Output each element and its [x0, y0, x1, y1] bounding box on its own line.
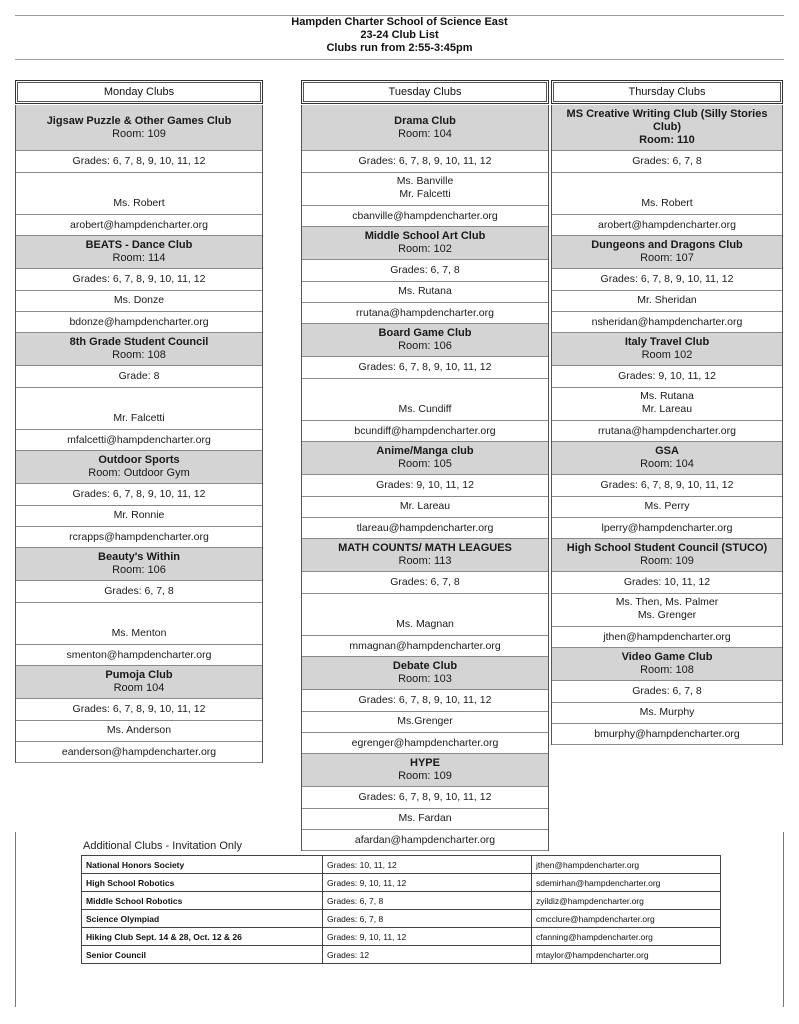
club-grades: Grades: 6, 7, 8 [302, 572, 548, 594]
club-email: afardan@hampdencharter.org [302, 830, 548, 851]
advisor-name: Ms. Robert [113, 197, 165, 209]
advisor-name: Mr. Sheridan [637, 294, 697, 306]
club-name: 8th Grade Student Council [69, 336, 209, 348]
club-grades: Grades: 6, 7, 8 [323, 892, 532, 910]
club-advisors [302, 282, 548, 303]
club-name: High School Robotics [82, 874, 323, 892]
club-grades: Grades: 10, 11, 12 [552, 572, 782, 594]
club-email: cmcclure@hampdencharter.org [532, 910, 721, 928]
table-row [82, 910, 721, 928]
club-room: Room: 102 [398, 243, 452, 255]
club-title-cell [16, 548, 262, 581]
club-name: Jigsaw Puzzle & Other Games Club [46, 114, 232, 127]
club-room: Room: 104 [398, 127, 452, 140]
advisor-name: Mr. Lareau [641, 403, 693, 415]
club-email: rrutana@hampdencharter.org [552, 421, 782, 442]
club-email: arobert@hampdencharter.org [16, 215, 262, 236]
club-grades: Grades: 6, 7, 8 [552, 151, 782, 173]
club-title-cell [302, 324, 548, 357]
club-name: Science Olympiad [82, 910, 323, 928]
club-advisors [16, 603, 262, 645]
club-name: GSA [655, 445, 679, 457]
club-grades: Grades: 6, 7, 8, 9, 10, 11, 12 [16, 151, 262, 173]
club-title-cell [302, 105, 548, 151]
club-grades: Grades: 9, 10, 11, 12 [302, 475, 548, 497]
club-title-cell [16, 105, 262, 151]
club-title-cell [302, 227, 548, 260]
club-title-cell [552, 648, 782, 681]
club-title-cell [552, 105, 782, 151]
club-advisors [16, 173, 262, 215]
club-room: Room: 110 [639, 134, 695, 146]
club-grades: Grades: 6, 7, 8 [552, 681, 782, 703]
club-title-cell [302, 754, 548, 787]
club-room: Room 102 [641, 349, 693, 361]
list-title: 23-24 Club List [360, 29, 439, 41]
advisor-name: Ms.Grenger [397, 715, 453, 727]
club-grades: Grade: 8 [16, 366, 262, 388]
club-title-cell [16, 333, 262, 366]
club-email: mtaylor@hampdencharter.org [532, 946, 721, 964]
club-name: Board Game Club [378, 327, 472, 339]
club-name: Anime/Manga club [376, 445, 474, 457]
club-advisors [16, 721, 262, 742]
advisor-name: Ms. Perry [644, 500, 690, 512]
club-room: Room: 109 [398, 770, 452, 782]
club-name: Middle School Art Club [364, 230, 486, 242]
club-email: bdonze@hampdencharter.org [16, 312, 262, 333]
club-grades: Grades: 6, 7, 8, 9, 10, 11, 12 [552, 269, 782, 291]
club-title-cell [552, 539, 782, 572]
club-grades: Grades: 6, 7, 8 [16, 581, 262, 603]
club-grades: Grades: 6, 7, 8, 9, 10, 11, 12 [16, 699, 262, 721]
club-email: bcundiff@hampdencharter.org [302, 421, 548, 442]
advisor-name: Ms. Magnan [396, 618, 454, 630]
club-name: BEATS - Dance Club [85, 239, 193, 251]
club-room: Room: Outdoor Gym [88, 467, 190, 479]
club-name: MS Creative Writing Club (Silly Stories Club) [566, 108, 768, 133]
club-email: zyildiz@hampdencharter.org [532, 892, 721, 910]
club-grades: Grades: 9, 10, 11, 12 [552, 366, 782, 388]
club-email: lperry@hampdencharter.org [552, 518, 782, 539]
advisor-name: Ms. Robert [641, 197, 693, 209]
club-advisors [16, 388, 262, 430]
club-advisors [302, 712, 548, 733]
club-advisors [552, 388, 782, 421]
club-room: Room: 107 [640, 252, 694, 264]
club-title-cell [552, 442, 782, 475]
club-email: jthen@hampdencharter.org [552, 627, 782, 648]
club-title-cell [302, 539, 548, 572]
club-name: Middle School Robotics [82, 892, 323, 910]
advisor-name: Ms. Anderson [106, 724, 172, 736]
club-grades: Grades: 9, 10, 11, 12 [323, 874, 532, 892]
club-room: Room: 103 [398, 673, 452, 685]
club-advisors [552, 497, 782, 518]
club-grades: Grades: 6, 7, 8, 9, 10, 11, 12 [552, 475, 782, 497]
column-body [551, 105, 783, 745]
advisor-name: Ms. Rutana [640, 390, 694, 402]
club-advisors [302, 173, 548, 206]
additional-clubs-section [15, 832, 784, 1007]
advisor-name: Ms. Fardan [398, 812, 452, 824]
club-email: cfanning@hampdencharter.org [532, 928, 721, 946]
table-row [82, 856, 721, 874]
club-name: Outdoor Sports [98, 454, 180, 466]
club-name: Video Game Club [621, 651, 713, 663]
advisor-name: Ms. Menton [111, 627, 167, 639]
club-advisors [552, 291, 782, 312]
club-room: Room: 113 [398, 555, 452, 567]
table-row [82, 946, 721, 964]
advisor-name: Mr. Lareau [399, 500, 451, 512]
club-email: eanderson@hampdencharter.org [16, 742, 262, 763]
table-row [82, 928, 721, 946]
club-grades: Grades: 12 [323, 946, 532, 964]
club-advisors [302, 594, 548, 636]
school-name: Hampden Charter School of Science East [291, 16, 508, 28]
club-name: Pumoja Club [105, 669, 173, 681]
advisor-name: Ms. Grenger [637, 609, 697, 621]
club-name: HYPE [410, 757, 440, 769]
club-title-cell [16, 236, 262, 269]
column-header: Tuesday Clubs [301, 80, 549, 104]
club-grades: Grades: 6, 7, 8, 9, 10, 11, 12 [302, 787, 548, 809]
club-name: Dungeons and Dragons Club [591, 239, 743, 251]
club-grades: Grades: 6, 7, 8, 9, 10, 11, 12 [16, 484, 262, 506]
club-email: jthen@hampdencharter.org [532, 856, 721, 874]
club-room: Room 104 [113, 682, 165, 694]
club-grades: Grades: 10, 11, 12 [323, 856, 532, 874]
club-name: Beauty's Within [98, 551, 180, 563]
club-advisors [302, 809, 548, 830]
club-name: MATH COUNTS/ MATH LEAGUES [338, 542, 512, 554]
club-email: sdemirhan@hampdencharter.org [532, 874, 721, 892]
club-advisors [16, 291, 262, 312]
club-room: Room: 106 [398, 340, 452, 352]
thursday-clubs-column [551, 80, 783, 745]
table-row [82, 874, 721, 892]
club-name: Italy Travel Club [624, 336, 710, 348]
club-grades: Grades: 6, 7, 8 [302, 260, 548, 282]
club-advisors [302, 497, 548, 518]
club-room: Room: 109 [640, 555, 694, 567]
column-header: Thursday Clubs [551, 80, 783, 104]
club-title-cell [552, 236, 782, 269]
club-email: tlareau@hampdencharter.org [302, 518, 548, 539]
club-room: Room: 114 [112, 252, 166, 264]
club-grades: Grades: 9, 10, 11, 12 [323, 928, 532, 946]
table-row [82, 892, 721, 910]
club-email: rcrapps@hampdencharter.org [16, 527, 262, 548]
club-email: cbanville@hampdencharter.org [302, 206, 548, 227]
club-grades: Grades: 6, 7, 8, 9, 10, 11, 12 [16, 269, 262, 291]
club-grades: Grades: 6, 7, 8, 9, 10, 11, 12 [302, 690, 548, 712]
club-grades: Grades: 6, 7, 8, 9, 10, 11, 12 [302, 357, 548, 379]
monday-clubs-column [15, 80, 263, 763]
club-name: Debate Club [392, 660, 458, 672]
advisor-name: Ms. Donze [113, 294, 165, 306]
club-grades: Grades: 6, 7, 8, 9, 10, 11, 12 [302, 151, 548, 173]
advisor-name: Ms. Murphy [639, 706, 695, 718]
header-divider [15, 59, 784, 60]
club-title-cell [16, 666, 262, 699]
club-room: Room: 108 [112, 349, 166, 361]
club-email: mmagnan@hampdencharter.org [302, 636, 548, 657]
club-name: Hiking Club Sept. 14 & 28, Oct. 12 & 26 [82, 928, 323, 946]
column-header: Monday Clubs [15, 80, 263, 104]
club-advisors [302, 379, 548, 421]
club-name: National Honors Society [82, 856, 323, 874]
club-name: High School Student Council (STUCO) [566, 542, 768, 554]
club-room: Room: 108 [640, 664, 694, 676]
club-grades: Grades: 6, 7, 8 [323, 910, 532, 928]
document-header [0, 16, 799, 55]
club-room: Room: 104 [640, 458, 694, 470]
club-room: Room: 105 [398, 458, 452, 470]
club-email: rrutana@hampdencharter.org [302, 303, 548, 324]
advisor-name: Mr. Ronnie [113, 509, 165, 521]
club-email: smenton@hampdencharter.org [16, 645, 262, 666]
advisor-name: Mr. Falcetti [399, 188, 451, 200]
club-advisors [552, 703, 782, 724]
club-room: Room: 106 [112, 564, 166, 576]
club-email: bmurphy@hampdencharter.org [552, 724, 782, 745]
advisor-name: Ms. Then, Ms. Palmer [615, 596, 719, 608]
advisor-name: Mr. Falcetti [113, 412, 165, 424]
club-name: Drama Club [394, 114, 456, 127]
club-title-cell [302, 442, 548, 475]
advisor-name: Ms. Rutana [398, 285, 452, 297]
club-advisors [552, 173, 782, 215]
column-body [15, 105, 263, 763]
advisor-name: Ms. Banville [396, 175, 454, 187]
club-email: mfalcetti@hampdencharter.org [16, 430, 262, 451]
club-email: nsheridan@hampdencharter.org [552, 312, 782, 333]
column-body [301, 105, 549, 851]
club-name: Senior Council [82, 946, 323, 964]
club-title-cell [16, 451, 262, 484]
club-email: arobert@hampdencharter.org [552, 215, 782, 236]
additional-clubs-table [81, 855, 721, 964]
club-title-cell [302, 657, 548, 690]
club-advisors [552, 594, 782, 627]
club-advisors [16, 506, 262, 527]
club-room: Room: 109 [112, 127, 166, 140]
club-schedule: Clubs run from 2:55-3:45pm [326, 42, 473, 54]
advisor-name: Ms. Cundiff [398, 403, 452, 415]
club-title-cell [552, 333, 782, 366]
additional-clubs-heading: Additional Clubs - Invitation Only [83, 840, 242, 852]
tuesday-clubs-column [301, 80, 549, 851]
club-email: egrenger@hampdencharter.org [302, 733, 548, 754]
